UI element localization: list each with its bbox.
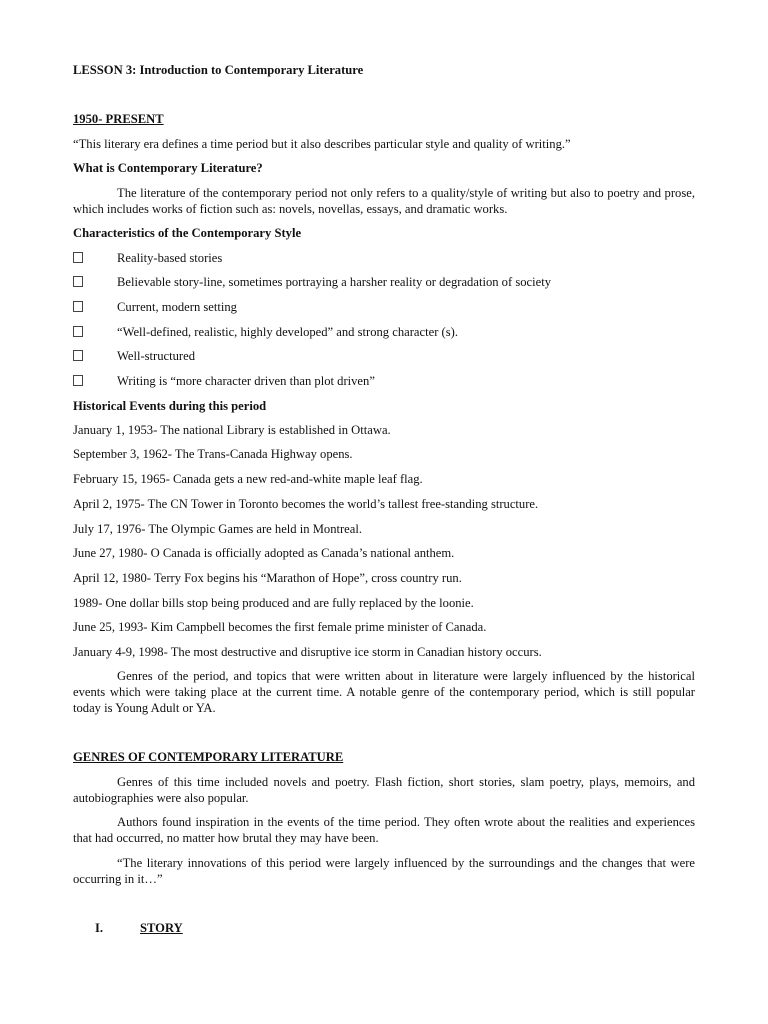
period-quote: “This literary era defines a time period but it also describes particular style and quality of writing.” xyxy=(73,137,571,151)
event-item: September 3, 1962- The Trans-Canada Highway opens. xyxy=(73,447,353,461)
genres-paragraph: Genres of this time included novels and poetry. Flash fiction, short stories, slam poetry, plays, memoirs, and autobiographies were also popular. xyxy=(73,775,695,805)
events-heading: Historical Events during this period xyxy=(73,399,267,413)
characteristic-item: Current, modern setting xyxy=(73,299,83,315)
event-item: February 15, 1965- Canada gets a new red-and-white maple leaf flag. xyxy=(73,472,423,486)
bullet-box-icon xyxy=(73,301,83,312)
event-item: January 1, 1953- The national Library is established in Ottawa. xyxy=(73,423,391,437)
genres-paragraph: Authors found inspiration in the events of the time period. They often wrote about the realities and experiences that had occurred, no matter how brutal they may have been. xyxy=(73,815,695,845)
bullet-box-icon xyxy=(73,276,83,287)
characteristic-item: Well-structured xyxy=(73,348,83,364)
characteristic-item: “Well-defined, realistic, highly developed” and strong character (s). xyxy=(73,324,83,340)
genres-intro-paragraph: Genres of the period, and topics that were written about in literature were largely influenced by the historical events which were taking place at the current time. A notable genre of the contemporary period, which is still popular today is Young Adult or YA. xyxy=(73,669,695,715)
characteristic-item: Reality-based stories xyxy=(73,250,83,266)
genres-paragraph: “The literary innovations of this period were largely influenced by the surroundings and the changes that were occurring in it…” xyxy=(73,856,695,886)
what-paragraph: The literature of the contemporary period not only refers to a quality/style of writing but also to poetry and prose, which includes works of fiction such as: novels, novellas, essays, and dramatic works. xyxy=(73,186,695,216)
what-heading: What is Contemporary Literature? xyxy=(73,161,263,175)
bullet-box-icon xyxy=(73,326,83,337)
event-item: 1989- One dollar bills stop being produced and are fully replaced by the loonie. xyxy=(73,596,474,610)
event-item: June 27, 1980- O Canada is officially adopted as Canada’s national anthem. xyxy=(73,546,455,560)
characteristic-item: Believable story-line, sometimes portraying a harsher reality or degradation of society xyxy=(73,274,83,290)
event-item: July 17, 1976- The Olympic Games are held in Montreal. xyxy=(73,522,363,536)
genres-heading: GENRES OF CONTEMPORARY LITERATURE xyxy=(73,750,344,764)
bullet-box-icon xyxy=(73,375,83,386)
section-title: STORY xyxy=(140,921,183,935)
event-item: April 2, 1975- The CN Tower in Toronto becomes the world’s tallest free-standing structure. xyxy=(73,497,539,511)
lesson-title: LESSON 3: Introduction to Contemporary Literature xyxy=(73,63,364,77)
event-item: January 4-9, 1998- The most destructive and disruptive ice storm in Canadian history occurs. xyxy=(73,645,542,659)
period-heading: 1950- PRESENT xyxy=(73,112,164,126)
characteristics-heading: Characteristics of the Contemporary Style xyxy=(73,226,302,240)
characteristic-item: Writing is “more character driven than plot driven” xyxy=(73,373,83,389)
event-item: April 12, 1980- Terry Fox begins his “Marathon of Hope”, cross country run. xyxy=(73,571,462,585)
event-item: June 25, 1993- Kim Campbell becomes the first female prime minister of Canada. xyxy=(73,620,487,634)
bullet-box-icon xyxy=(73,252,83,263)
section-numeral: I. xyxy=(95,921,104,935)
bullet-box-icon xyxy=(73,350,83,361)
